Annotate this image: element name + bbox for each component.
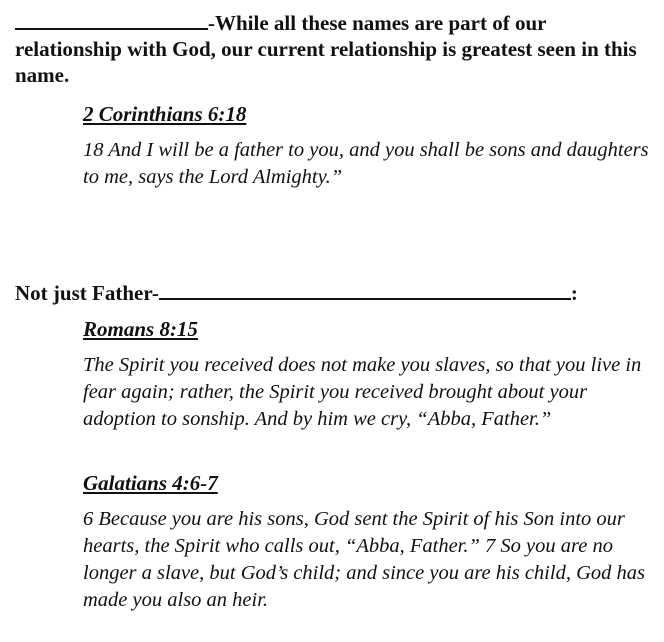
intro-text: -While all these names are part of our relationship with God, our current relationship is greatest seen in this name. [15,11,637,87]
scripture-text-galatians: 6 Because you are his sons, God sent the Spirit of his Son into our hearts, the Spirit who calls out, “Abba, Father.” 7 So you are no longer a slave, but God’s child; and since you are his child, God has made you also an heir. [83,508,645,611]
intro-paragraph [15,10,655,88]
scripture-text-romans: The Spirit you received does not make you slaves, so that you live in fear again; rather, the Spirit you received brought about your adoption to sonship. And by him we cry, “Abba, Father.” [83,354,642,430]
fill-in-blank-1[interactable] [15,10,208,30]
fill-in-blank-2[interactable] [159,280,571,300]
scripture-reference-2-corinthians: 2 Corinthians 6:18 [83,102,247,126]
heading-colon: : [570,281,578,305]
scripture-reference-galatians: Galatians 4:6-7 [83,471,218,495]
not-just-father-heading [15,280,578,306]
scripture-reference-romans: Romans 8:15 [83,317,198,341]
scripture-text-2-corinthians: 18 And I will be a father to you, and you shall be sons and daughters to me, says the Lord Almighty.” [83,139,649,188]
not-just-father-label: Not just Father- [15,281,159,305]
